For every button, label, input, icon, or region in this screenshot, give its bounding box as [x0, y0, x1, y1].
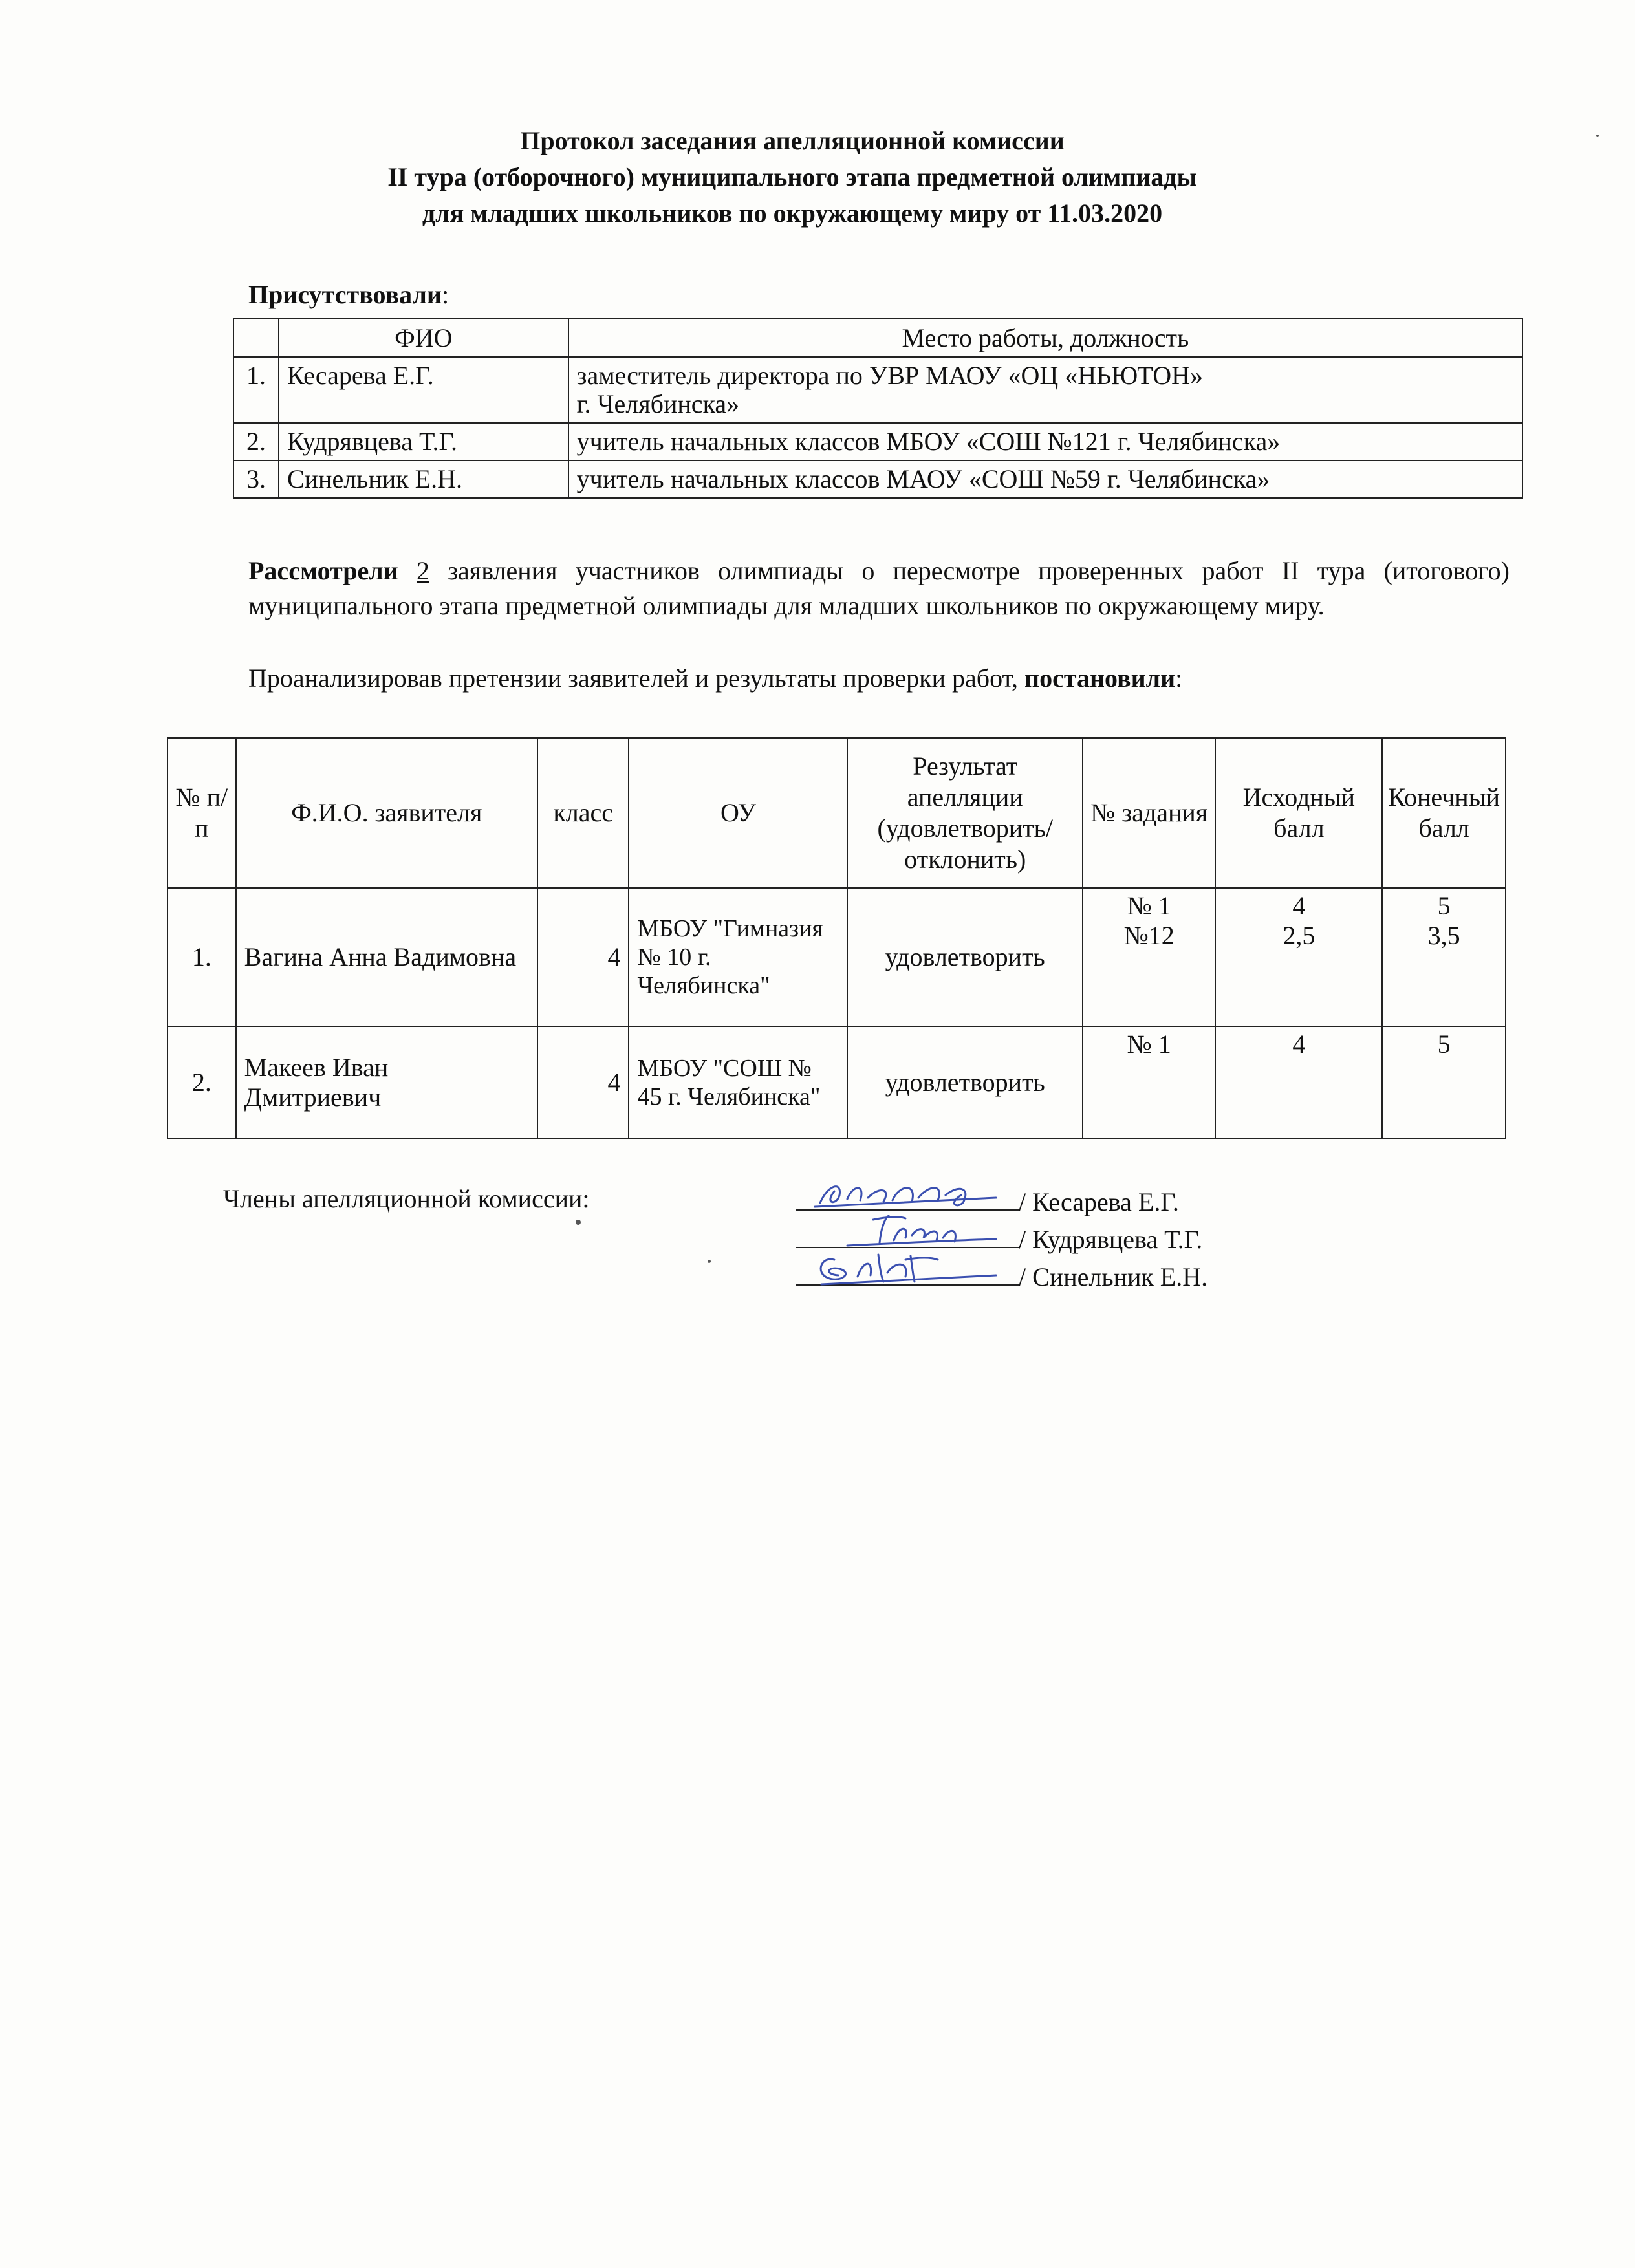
attendee-row — [233, 357, 1522, 423]
scan-speck — [708, 1260, 711, 1263]
appeals-col-task: № задания — [1083, 738, 1215, 888]
attendees-col-place: Место работы, должность — [568, 318, 1522, 357]
appeals-col-final: Конечный балл — [1382, 738, 1506, 888]
attendees-col-num — [233, 318, 279, 357]
appeal-row — [168, 1026, 1506, 1139]
appeal-row — [168, 888, 1506, 1026]
appeal-num: 1. — [168, 888, 236, 1026]
scan-speck — [576, 1220, 581, 1225]
handwritten-signature-kudryavtseva — [808, 1209, 1002, 1252]
signature-name: / Кесарева Е.Г. — [1019, 1187, 1179, 1216]
considered-count: 2 — [417, 556, 429, 585]
appeal-task — [1083, 888, 1215, 1026]
appeal-final-score — [1382, 888, 1506, 1026]
title-line-3: для младших школьников по окружающему миру от 11.03.2020 — [422, 199, 1163, 228]
attendee-place-line: г. Челябинска» — [576, 389, 740, 418]
appeal-name: Вагина Анна Вадимовна — [236, 888, 537, 1026]
appeal-result: удовлетворить — [847, 1026, 1083, 1139]
attendees-table — [233, 318, 1523, 499]
attendee-fio: Кудрявцева Т.Г. — [279, 423, 568, 460]
attendee-place: учитель начальных классов МБОУ «СОШ №121 г. Челябинска» — [568, 423, 1522, 460]
present-label-text: Присутствовали — [248, 280, 442, 309]
appeal-initial-score: 4 — [1215, 1026, 1382, 1139]
signature-blank — [796, 1221, 1019, 1248]
analysis-text: Проанализировав претензии заявителей и результаты проверки работ, — [248, 664, 1025, 693]
title-line-2: II тура (отборочного) муниципального этапа предметной олимпиады — [387, 162, 1197, 191]
attendee-num: 1. — [233, 357, 279, 423]
signature-blank — [796, 1258, 1019, 1286]
present-label — [248, 279, 449, 310]
appeals-col-ou: ОУ — [629, 738, 847, 888]
appeals-col-name: Ф.И.О. заявителя — [236, 738, 537, 888]
appeal-result: удовлетворить — [847, 888, 1083, 1026]
decided-label: постановили — [1024, 664, 1176, 693]
handwritten-signature-kesareva — [808, 1172, 1002, 1215]
handwritten-signature-sinelnik — [808, 1247, 1002, 1290]
appeal-final-line: 3,5 — [1427, 921, 1460, 950]
attendee-row — [233, 460, 1522, 498]
considered-text: заявления участников олимпиады о пересмотре проверенных работ II тура (итогового) муниципального этапа предметной олимпиады для младших школьников по окружающему миру. — [248, 556, 1510, 620]
appeal-task-line: № 1 — [1127, 891, 1171, 920]
attendee-row — [233, 423, 1522, 460]
appeal-task: № 1 — [1083, 1026, 1215, 1139]
appeal-class: 4 — [537, 888, 629, 1026]
appeal-num: 2. — [168, 1026, 236, 1139]
considered-paragraph — [248, 554, 1510, 623]
appeal-class: 4 — [537, 1026, 629, 1139]
appeal-name: Макеев Иван Дмитриевич — [236, 1026, 537, 1139]
signature-name: / Кудрявцева Т.Г. — [1019, 1225, 1203, 1254]
attendee-place — [568, 357, 1522, 423]
signature-line — [796, 1258, 1207, 1292]
attendee-fio: Кесарева Е.Г. — [279, 357, 568, 423]
appeals-col-num: № п/п — [168, 738, 236, 888]
members-label: Члены апелляционной комиссии: — [223, 1184, 590, 1213]
appeal-ou: МБОУ "СОШ № 45 г. Челябинска" — [629, 1026, 847, 1139]
appeal-initial-score — [1215, 888, 1382, 1026]
appeal-ou: МБОУ "Гимназия № 10 г. Челябинска" — [629, 888, 847, 1026]
appeal-initial-line: 2,5 — [1283, 921, 1316, 950]
considered-label: Рассмотрели — [248, 556, 398, 585]
document-title — [194, 123, 1391, 232]
attendee-num: 3. — [233, 460, 279, 498]
analysis-paragraph — [248, 661, 1510, 696]
appeal-task-line: №12 — [1123, 921, 1175, 950]
decided-colon: : — [1175, 664, 1183, 693]
appeals-col-result: Результат апелляции (удовлетворить/ отклонить) — [847, 738, 1083, 888]
appeals-header-row — [168, 738, 1506, 888]
attendee-place-line: заместитель директора по УВР МАОУ «ОЦ «НЬЮТОН» — [576, 361, 1203, 390]
appeal-initial-line: 4 — [1292, 891, 1306, 920]
appeal-final-score: 5 — [1382, 1026, 1506, 1139]
title-line-1: Протокол заседания апелляционной комиссии — [520, 126, 1065, 155]
appeals-table — [167, 737, 1506, 1139]
attendee-num: 2. — [233, 423, 279, 460]
signature-name: / Синельник Е.Н. — [1019, 1262, 1208, 1291]
attendee-place: учитель начальных классов МАОУ «СОШ №59 г. Челябинска» — [568, 460, 1522, 498]
signature-blank — [796, 1183, 1019, 1211]
appeal-final-line: 5 — [1437, 891, 1451, 920]
scan-speck — [1596, 135, 1599, 137]
appeals-col-class: класс — [537, 738, 629, 888]
present-label-colon: : — [441, 280, 449, 309]
attendees-col-fio: ФИО — [279, 318, 568, 357]
attendee-fio: Синельник Е.Н. — [279, 460, 568, 498]
attendees-header-row — [233, 318, 1522, 357]
appeals-col-initial: Исходный балл — [1215, 738, 1382, 888]
